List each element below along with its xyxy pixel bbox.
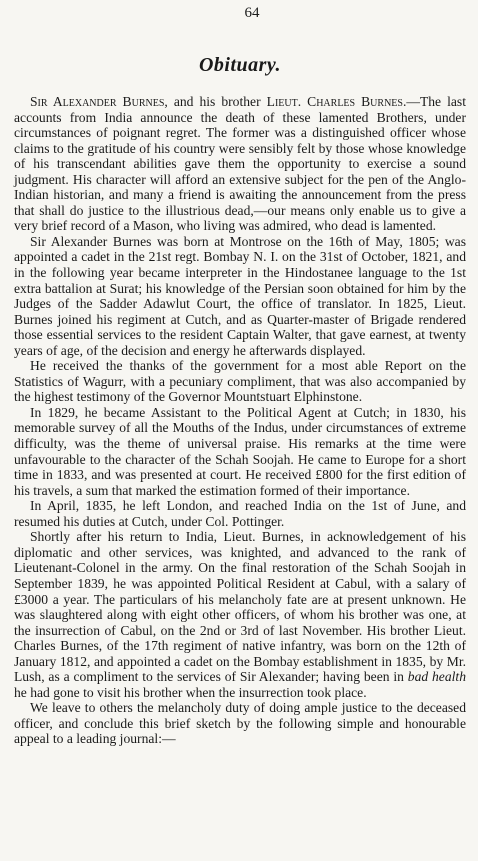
name-lieut-charles-burnes: Lieut. Charles Burnes xyxy=(266,94,403,109)
name-sir-alexander-burnes: Sir Alexander Burnes xyxy=(30,94,165,109)
page-number: 64 xyxy=(244,5,260,21)
paragraph-6-text: Shortly after his return to India, Lieut. Burnes, in acknowledgement of his diplomatic and other services, was knighted, and advanced to the rank of Lieutenant-Colonel in the army. On the final restoration of the Schah Soojah in September 1839, he was appointed Political Resident at Cabul, with a salary of £3000 a year. The particulars of his melancholy fate are at present unknown. He was slaughtered along with eight other officers, of whom his brother was one, at the insurrection of Cabul, on the 2nd or 3rd of last November. His brother Lieut. Charles Burnes, of the 17th regiment of native infantry, was born on the 12th of January 1812, and appointed a cadet on the Bombay establishment in 1835, by Mr. Lush, as a compliment to the services of Sir Alexander; having been in xyxy=(14,529,466,685)
paragraph-7: We leave to others the melancholy duty of doing ample justice to the deceased officer, and conclude this brief sketch by the following simple and honourable appeal to a leading journal:— xyxy=(14,700,466,747)
paragraph-1 xyxy=(14,94,466,234)
paragraph-6 xyxy=(14,529,466,700)
paragraph-3: He received the thanks of the government for a most able Report on the Statistics of Wagurr, with a pecuniary compliment, that was also accompanied by the highest testimony of the Governor Mountstuart Elphinstone. xyxy=(14,358,466,405)
lead-connector: , and his brother xyxy=(164,94,267,109)
obituary-heading: Obituary. xyxy=(198,54,282,76)
obituary-body xyxy=(14,94,466,747)
paragraph-5: In April, 1835, he left London, and reached India on the 1st of June, and resumed his duties at Cutch, under Col. Pottinger. xyxy=(14,498,466,529)
paragraph-4: In 1829, he became Assistant to the Political Agent at Cutch; in 1830, his memorable survey of all the Mouths of the Indus, under circumstances of extreme difficulty, was the theme of universal praise. His remarks at the time were unfavourable to the character of the Schah Soojah. He came to Europe for a short time in 1833, and was presented at court. He received £800 for the first edition of his travels, a sum that marked the estimation formed of their importance. xyxy=(14,404,466,498)
paragraph-2: Sir Alexander Burnes was born at Montrose on the 16th of May, 1805; was appointed a cadet in the 21st regt. Bombay N. I. on the 31st of October, 1821, and in the following year became interpreter in the Hindostanee language to the 1st extra battalion at Surat; his knowledge of the Persian soon obtained for him by the Judges of the Sadder Adawlut Court, the office of translator. In 1825, Lieut. Burnes joined his regiment at Cutch, and as Quarter-master of Brigade rendered those essential services to the resident Captain Walter, that gave earnest, at twenty years of age, of the decision and energy he afterwards displayed. xyxy=(14,233,466,358)
italic-bad-health: bad health xyxy=(407,669,466,685)
paragraph-6-text-after: he had gone to visit his brother when the insurrection took place. xyxy=(14,684,367,700)
paragraph-1-text: .—The last accounts from India announce the death of these lamented Brothers, under circumstances of poignant regret. The former was a distinguished officer whose claims to the gratitude of his country were sensibly felt by those whose knowledge of his transcendant abilities gave them the opportunity to exercise a sound judgment. His character will afford an extensive subject for the pen of the Anglo-Indian historian, and many a friend is awaiting the announcement from the press that shall do justice to the illustrious dead,—our means only enable us to give a very brief record of a Mason, who living was admired, who dead is lamented. xyxy=(14,94,466,234)
